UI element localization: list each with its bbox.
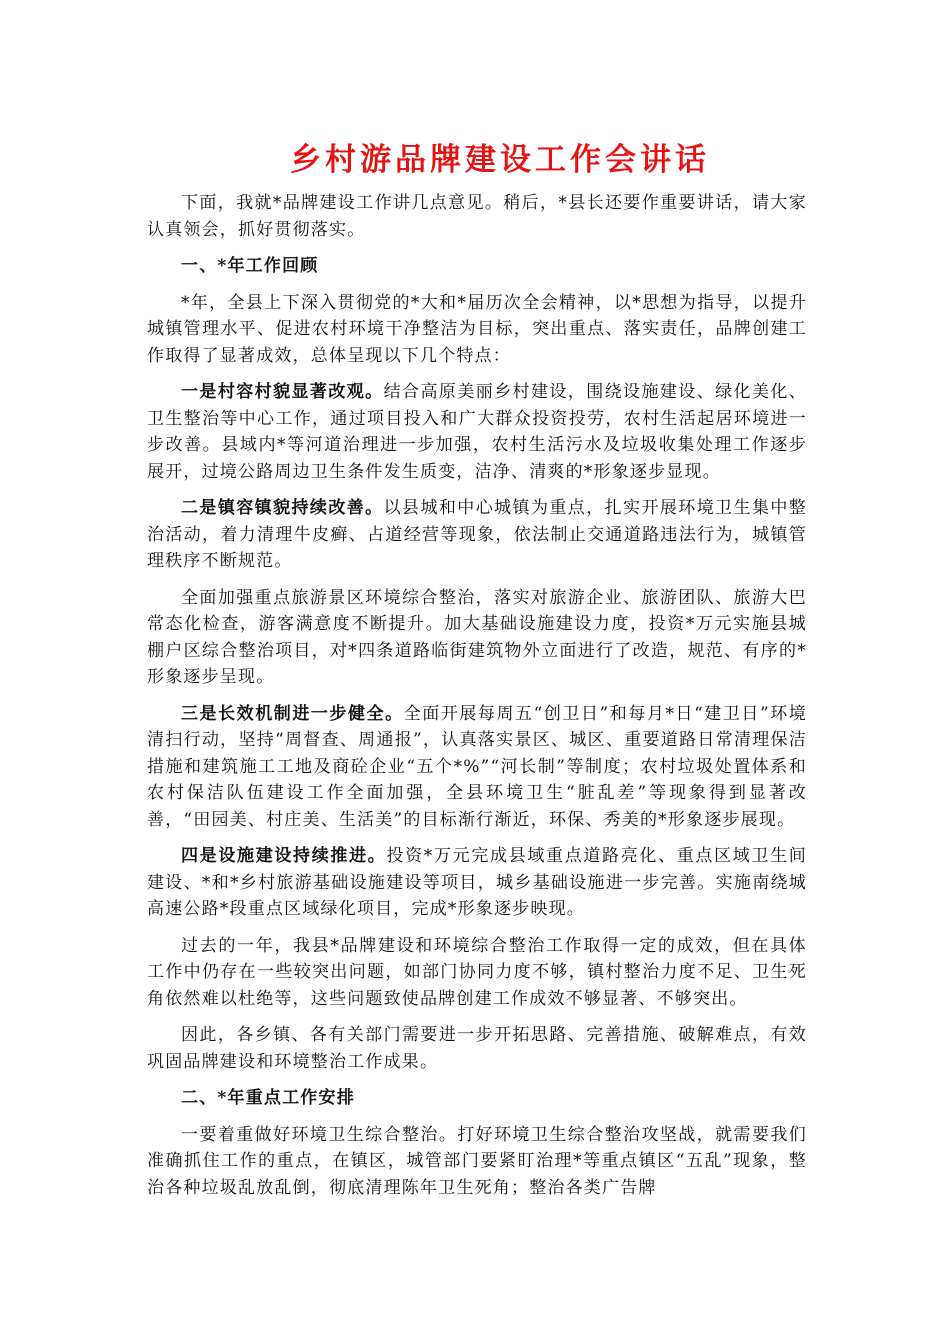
- point-infrastructure: [147, 843, 807, 923]
- point-text: 以县城和中心城镇为重点，扎实开展环境卫生集中整治活动，着力清理牛皮癣、占道经营等现象，依法制止交通道路违法行为，城镇管理秩序不断规范。: [147, 498, 808, 571]
- point-village-appearance: [147, 379, 807, 485]
- section-heading-plan: 二、*年重点工作安排: [181, 1088, 355, 1108]
- point-text: 结合高原美丽乡村建设，围绕设施建设、绿化美化、卫生整治等中心工作，通过项目投入和广大群众投资投劳，农村生活起居环境进一步改善。县域内*等河道治理进一步加强，农村生活污水及垃圾收集处理工作逐步展开，过境公路周边卫生条件发生质变，洁净、清爽的*形象逐步显现。: [147, 382, 808, 482]
- point-lead: 一是村容村貌显著改观。: [181, 382, 384, 402]
- document-body: [147, 190, 807, 1211]
- therefore-paragraph: 因此，各乡镇、各有关部门需要进一步开拓思路、完善措施、破解难点，有效巩固品牌建设和环境整治工作成果。: [147, 1025, 807, 1072]
- tourism-remediation-paragraph: 全面加强重点旅游景区环境综合整治，落实对旅游企业、旅游团队、旅游大巴常态化检查，游客满意度不断提升。加大基础设施建设力度，投资*万元实施县城棚户区综合整治项目，对*四条道路临街建筑物外立面进行了改造，规范、有序的*形象逐步呈现。: [147, 587, 807, 687]
- point-lead: 四是设施建设持续推进。: [181, 846, 387, 866]
- review-overview-paragraph: *年，全县上下深入贯彻党的*大和*届历次全会精神，以*思想为指导，以提升城镇管理水平、促进农村环境干净整洁为目标，突出重点、落实责任，品牌创建工作取得了显著成效，总体呈现以下几个特点：: [147, 292, 807, 366]
- point-town-appearance: [147, 495, 807, 575]
- point-text: 投资*万元完成县域重点道路亮化、重点区域卫生间建设、*和*乡村旅游基础设施建设等项目，城乡基础设施进一步完善。实施南绕城高速公路*段重点区域绿化项目，完成*形象逐步映现。: [147, 846, 807, 919]
- plan-paragraph-1: 一要着重做好环境卫生综合整治。打好环境卫生综合整治攻坚战，就需要我们准确抓住工作的重点，在镇区，城管部门要紧盯治理*等重点镇区“五乱”现象，整治各种垃圾乱放乱倒，彻底清理陈年卫生死角；整治各类广告牌: [147, 1124, 807, 1198]
- point-long-term-mechanism: [147, 701, 807, 834]
- intro-paragraph: 下面，我就*品牌建设工作讲几点意见。稍后，*县长还要作重要讲话，请大家认真领会，抓好贯彻落实。: [147, 193, 807, 240]
- point-lead: 三是长效机制进一步健全。: [181, 703, 404, 724]
- problems-paragraph: 过去的一年，我县*品牌建设和环境综合整治工作取得一定的成效，但在具体工作中仍存在一些较突出问题，如部门协同力度不够，镇村整治力度不足、卫生死角依然难以杜绝等，这些问题致使品牌创建工作成效不够显著、不够突出。: [147, 935, 807, 1009]
- point-lead: 二是镇容镇貌持续改善。: [181, 498, 384, 518]
- point-text: 全面开展每周五“创卫日”和每月*日“建卫日”环境清扫行动，坚持“周督查、周通报”，认真落实景区、城区、重要道路日常清理保洁措施和建筑施工工地及商砼企业“五个*%”“河长制”等制度；农村垃圾处置体系和农村保洁队伍建设工作全面加强，全县环境卫生“脏乱差”等现象得到显著改善，“田园美、村庄美、生活美”的目标渐行渐近，环保、秀美的*形象逐步展现。: [147, 703, 807, 830]
- section-heading-review: 一、*年工作回顾: [181, 256, 319, 276]
- document-title: 乡村游品牌建设工作会讲话: [290, 142, 710, 178]
